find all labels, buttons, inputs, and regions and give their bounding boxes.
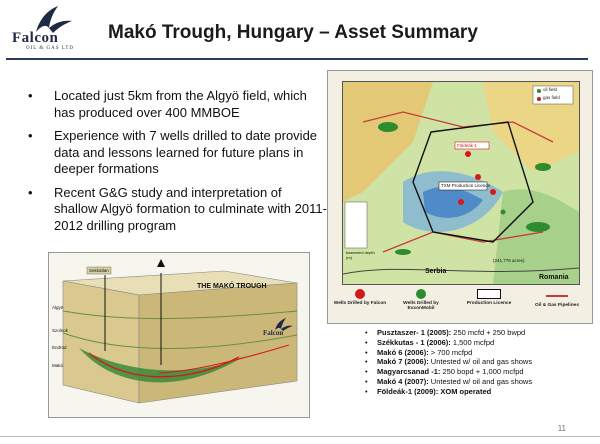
legend-oil-field: oil field [543, 87, 558, 92]
slide-title: Makó Trough, Hungary – Asset Summary [108, 22, 478, 43]
trough-label-szolnok: Szolnok [52, 328, 69, 333]
licence-box-icon [477, 289, 501, 299]
well-name: Makó 4 (2007): [377, 376, 429, 386]
well-result: > 700 mcfpd [428, 347, 473, 357]
well-result-item [365, 328, 595, 338]
well-result: 250 bopd + 1,000 mcfpd [440, 367, 524, 377]
logo-subtitle: OIL & GAS LTD [26, 46, 75, 51]
trough-title: THE MAKÓ TROUGH [197, 283, 267, 290]
pipeline-line-icon [546, 295, 568, 299]
legend-production-licence [454, 289, 524, 306]
well-name: Makó 6 (2006): [377, 347, 429, 357]
trough-label-sekkatlan: Sekkatlan [89, 268, 109, 273]
mako-trough-diagram [48, 252, 310, 418]
well-name: Magyarcsanad -1: [377, 367, 441, 377]
legend-label: Wells Drilled by Falcon [333, 301, 387, 306]
map-canvas [342, 81, 580, 285]
licence-box-label: TXM Production Licence [441, 183, 491, 188]
summary-bullet: • Experience with 7 wells drilled to date provide data and lessons learned for future plans in deeper formations [28, 128, 328, 178]
summary-bullet: • Recent G&G study and interpretation of shallow Algyö formation to culminate with 2011-2012 drilling program [28, 185, 328, 235]
footer-divider [0, 436, 600, 437]
well-results-list [365, 328, 595, 397]
legend-exxon-wells [392, 289, 450, 311]
legend-label: Oil & Gas Pipelines [535, 303, 579, 308]
legend-label: Production Licence [466, 301, 512, 306]
well-name: Makó 7 (2006): [377, 357, 429, 367]
well-result: 250 mcfd + 250 bwpd [451, 328, 526, 337]
well-result-item [365, 348, 595, 358]
country-serbia: Serbia [425, 268, 447, 275]
summary-bullet: • Located just 5km from the Algyö field, which has produced over 400 MMBOE [28, 88, 328, 121]
well-name: Pusztaszer- 1 (2005): [377, 328, 452, 337]
well-result: 1,500 mcfpd [450, 337, 495, 347]
map-legend [330, 287, 588, 321]
well-name: Székkutas - 1 (2006): [377, 337, 451, 347]
page-number: 11 [557, 424, 566, 433]
red-well-label: Földeák-1 [457, 143, 478, 148]
licence-map [327, 70, 593, 324]
trough-falcon-logo [261, 317, 303, 339]
well-result-item [365, 357, 595, 367]
legend-gas-field: gas field [543, 95, 560, 100]
well-result-item [365, 338, 595, 348]
well-result-item [365, 387, 595, 397]
well-result-item [365, 377, 595, 387]
area-acres-label: (241,775 acres) [493, 258, 525, 263]
well-result: Untested w/ oil and gas shows [428, 376, 533, 386]
depth-scale-label: basement depth (m) [346, 250, 375, 260]
green-dot-icon [416, 289, 426, 299]
title-divider [6, 58, 588, 60]
well-name: Földeák-1 (2009): XOM operated [377, 386, 492, 396]
legend-falcon-wells [332, 289, 388, 306]
trough-label-endrod: Endröd [52, 345, 67, 350]
legend-pipelines [528, 289, 586, 308]
trough-logo-wordmark: Falcon [263, 329, 284, 337]
country-romania: Romania [539, 274, 569, 281]
red-dot-icon [355, 289, 365, 299]
trough-label-mako: Makó [52, 363, 64, 368]
logo-wordmark: Falcon [12, 30, 59, 46]
trough-label-algyo: Algyö [52, 305, 64, 310]
well-result: Untested w/ oil and gas shows [428, 357, 533, 367]
summary-bullet-list [28, 88, 328, 241]
legend-label: Wells Drilled by ExxonMobil [403, 301, 439, 311]
well-result-item [365, 367, 595, 377]
